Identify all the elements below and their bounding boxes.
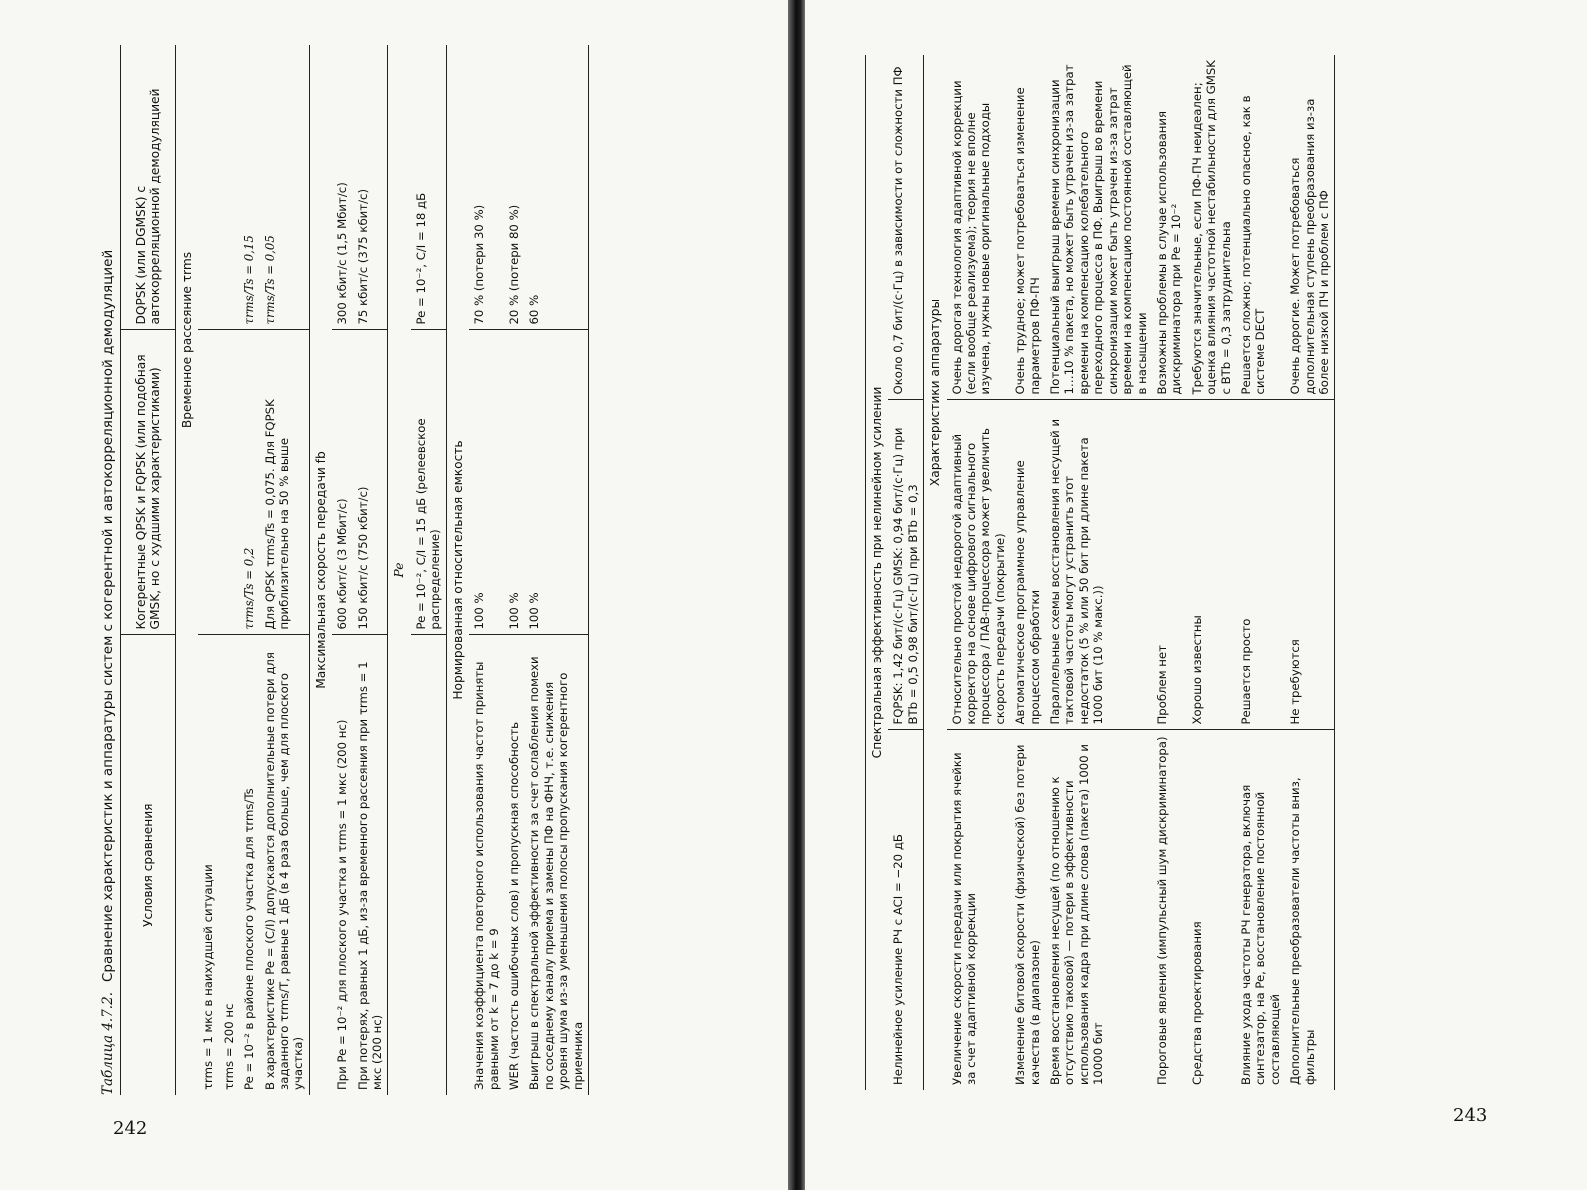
table-row xyxy=(353,45,388,1095)
table-row xyxy=(1187,55,1236,1090)
cell-condition: Время восстановления несущей (по отношению к отсутствию таковой) — потери в эффективности использования кадра при длине слова (пакета) 1000 и 10000 бит xyxy=(1048,744,1106,1085)
cell-coherent: Проблем нет xyxy=(1152,400,1187,730)
section-row xyxy=(388,45,411,1095)
cell-autocorrelation: Pe = 10⁻², C/I = 18 дБ xyxy=(411,45,446,330)
cell-autocorrelation: τrms/Ts = 0,15 xyxy=(239,45,259,330)
cell-autocorrelation: 300 кбит/с (1,5 Мбит/с) xyxy=(332,45,352,330)
comparison-table-part2 xyxy=(865,55,1335,1090)
table-row xyxy=(332,45,352,1095)
cell-condition: WER (частость ошибочных слов) и пропускная способность xyxy=(506,721,521,1090)
cell-autocorrelation: 20 % (потери 80 %) xyxy=(504,45,524,330)
cell-autocorrelation: Требуются значительные, если ПФ-ПЧ неидеален; оценка влияния частотной нестабильности для GMSK с BTb = 0,3 затруднительна xyxy=(1187,55,1236,400)
cell-condition: В характеристике Pe = (C/I) допускаются дополнительные потери для заданного τrms/T, равные 1 дБ (в 4 раза больше, чем для плоского участка) xyxy=(262,652,306,1090)
table-row xyxy=(1010,55,1045,1090)
table-row xyxy=(888,55,923,1090)
table-caption-title: Сравнение характеристик и аппаратуры систем с когерентной и автокорреляционной демодуляцией xyxy=(100,249,116,983)
section-delay-spread: Временное рассеяние τrms xyxy=(180,251,194,429)
cell-coherent: 100 % xyxy=(524,330,588,635)
comparison-table-part1 xyxy=(120,45,589,1095)
left-page xyxy=(0,0,790,1190)
table-row xyxy=(524,45,588,1095)
table-caption-label: Таблица 4.7.2. xyxy=(100,992,116,1095)
cell-autocorrelation: 75 кбит/с (375 кбит/с) xyxy=(353,45,388,330)
cell-condition: Пороговые явления (импульсный шум дискриминатора) xyxy=(1154,736,1169,1085)
table-row xyxy=(1236,55,1285,1090)
section-row xyxy=(446,45,469,1095)
cell-condition: Дополнительные преобразователи частоты вниз, фильтры xyxy=(1288,777,1317,1085)
cell-autocorrelation: 70 % (потери 30 %) xyxy=(469,45,504,330)
table-row xyxy=(411,45,446,1095)
cell-coherent: Pe = 10⁻², C/I = 15 дБ (релеевское распределение) xyxy=(411,330,446,635)
table-row xyxy=(260,45,310,1095)
cell-condition: Pe = 10⁻² в районе плоского участка для τrms/Ts xyxy=(242,788,257,1090)
right-page-content xyxy=(865,55,1440,1090)
cell-coherent: 600 кбит/с (3 Мбит/с) xyxy=(332,330,352,635)
section-error-probability: Pe xyxy=(392,562,407,578)
cell-autocorrelation: Решается сложно; потенциально опасное, как в системе DECT xyxy=(1236,55,1285,400)
section-row xyxy=(309,45,332,1095)
page-number-right: 243 xyxy=(1453,1105,1488,1126)
book-binding xyxy=(788,0,806,1190)
cell-condition: Выигрыш в спектральной эффективности за счет ослабления помехи по соседнему каналу приема и замены ПФ на ФНЧ, т.е. снижения уровня шума из-за уменьшения полосы пропускания когерентного приемника xyxy=(527,656,585,1090)
table-caption xyxy=(98,45,120,1095)
cell-coherent: 100 % xyxy=(469,330,504,635)
cell-condition: Средства проектирования xyxy=(1189,921,1204,1085)
cell-coherent: τrms/Ts = 0,2 xyxy=(239,330,259,635)
section-spectral-efficiency: Спектральная эффективность при нелинейном усилении xyxy=(870,386,884,759)
page-number-left: 242 xyxy=(113,1118,148,1139)
section-row xyxy=(924,55,947,1090)
cell-autocorrelation: Около 0,7 бит/(с·Гц) в зависимости от сложности ПФ xyxy=(888,55,923,400)
section-row xyxy=(866,55,889,1090)
cell-condition: τrms = 200 нс xyxy=(221,1003,236,1090)
table-row xyxy=(198,45,218,1095)
table-row xyxy=(469,45,504,1095)
cell-condition: Изменение битовой скорости (физической) без потери качества (в диапазоне) xyxy=(1013,744,1042,1085)
table-row xyxy=(219,45,239,1095)
cell-autocorrelation: 60 % xyxy=(524,45,588,330)
cell-condition: Нелинейное усиление РЧ с ACI = −20 дБ xyxy=(891,834,906,1085)
cell-coherent: Не требуются xyxy=(1285,400,1335,730)
table-header-row xyxy=(121,45,176,1095)
cell-coherent: Решается просто xyxy=(1236,400,1285,730)
cell-coherent: Относительно простой недорогой адаптивный корректор на основе цифрового сигнального процессора / ПАВ-процессора может увеличить скорость передачи (покрытие) xyxy=(947,400,1011,730)
cell-coherent: 100 % xyxy=(504,330,524,635)
cell-autocorrelation: Очень дорогие. Может потребоваться дополнительная ступень преобразования из-за более низкой ПЧ и проблем с ПФ xyxy=(1285,55,1335,400)
cell-condition: При Pe = 10⁻² для плоского участка и τrms = 1 мкс (200 нс) xyxy=(335,719,350,1090)
header-conditions: Условия сравнения xyxy=(140,803,155,927)
table-row xyxy=(1285,55,1335,1090)
cell-condition: Значения коэффициента повторного использования частот приняты равными от k = 7 до k = 9 xyxy=(472,661,501,1090)
header-coherent: Когерентные QPSK и FQPSK (или подобная GMSK, но с худшими характеристиками) xyxy=(121,330,176,635)
cell-autocorrelation: τrms/Ts = 0,05 xyxy=(260,45,310,330)
cell-autocorrelation: Возможны проблемы в случае использования дискриминатора при Pe = 10⁻² xyxy=(1152,55,1187,400)
section-hardware: Характеристики аппаратуры xyxy=(928,298,943,487)
table-row xyxy=(504,45,524,1095)
table-row xyxy=(1152,55,1187,1090)
cell-autocorrelation: Очень трудное; может потребоваться изменение параметров ПФ-ПЧ xyxy=(1010,55,1045,400)
cell-coherent: Для QPSK τrms/Ts = 0,075. Для FQPSK приблизительно на 50 % выше xyxy=(260,330,310,635)
table-row xyxy=(1045,55,1152,1090)
cell-coherent: Хорошо известны xyxy=(1187,400,1236,730)
header-autocorrelation: DQPSK (или DGMSK) с автокорреляционной демодуляцией xyxy=(121,45,176,330)
cell-autocorrelation: Потенциальный выигрыш времени синхронизации 1…10 % пакета, но может быть утрачен из-за затрат времени на компенсацию колебательного переходного процесса в ПФ. Выигрыш во времени синхронизации может быть утрачен из-за затрат времени на компенсацию постоянной составляющей в насыщении xyxy=(1045,55,1152,400)
left-page-content xyxy=(98,45,698,1095)
cell-condition: τrms = 1 мкс в наихудшей ситуации xyxy=(201,864,216,1090)
cell-coherent: Параллельные схемы восстановления несущей и тактовой частоты могут устранить этот недостаток (5 % или 50 бит при длине пакета 1000 бит (10 % макс.)) xyxy=(1045,400,1152,730)
cell-autocorrelation: Очень дорогая технология адаптивной коррекции (если вообще реализуема); теория не вполне изучена, нужны новые оригинальные подходы xyxy=(947,55,1011,400)
section-normalized-capacity: Нормированная относительная емкость xyxy=(450,440,465,700)
table-row xyxy=(947,55,1011,1090)
cell-condition: Увеличение скорости передачи или покрытия ячейки за счет адаптивной коррекции xyxy=(949,752,979,1085)
section-max-bit-rate: Максимальная скорость передачи fb xyxy=(313,451,328,689)
cell-coherent: FQPSK: 1,42 бит/(с·Гц) GMSK: 0,94 бит/(с·Гц) при BTb = 0,5 0,98 бит/(с·Гц) при BTb = 0,3 xyxy=(888,400,923,730)
section-row xyxy=(176,45,199,1095)
cell-condition: При потерях, равных 1 дБ, из-за временного рассеяния при τrms = 1 мкс (200 нс) xyxy=(355,661,385,1090)
cell-condition: Влияние ухода частоты РЧ генератора, включая синтезатор, на Pe, восстановление постоянной составляющей xyxy=(1238,784,1282,1085)
table-row xyxy=(239,45,259,1095)
cell-coherent: 150 кбит/с (750 кбит/с) xyxy=(353,330,388,635)
cell-coherent: Автоматическое программное управление процессом обработки xyxy=(1010,400,1045,730)
